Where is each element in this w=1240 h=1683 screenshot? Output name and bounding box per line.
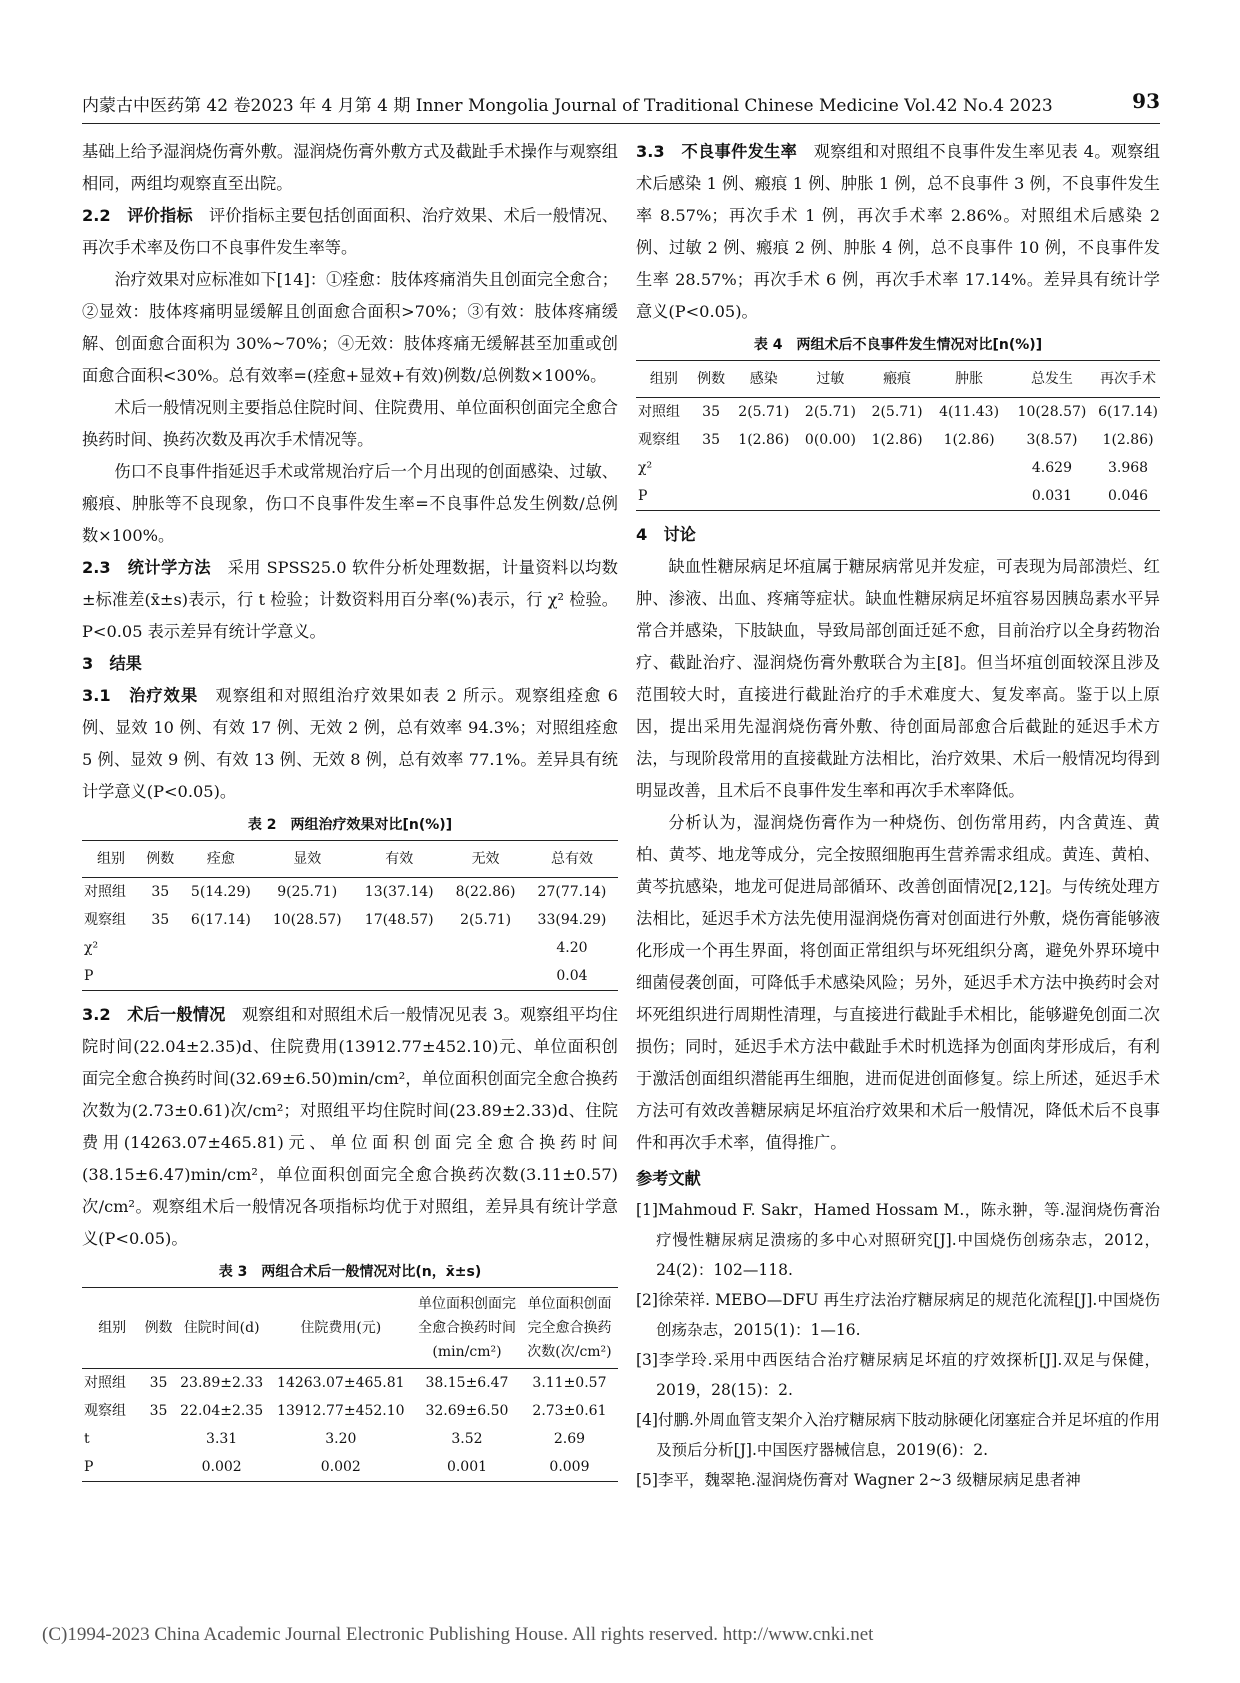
table-cell: χ²: [638, 460, 653, 476]
table-cell: 0.002: [269, 1453, 414, 1482]
table-cell: 0(0.00): [804, 432, 856, 448]
table-cell: 观察组: [638, 432, 680, 448]
table-4: [636, 360, 1160, 511]
table-cell: [353, 934, 445, 962]
table-cell: 5(14.29): [190, 884, 251, 900]
table-cell: 10(28.57): [1017, 404, 1087, 420]
section-3-title: 3 结果: [82, 654, 142, 673]
reference-item: [2]徐荣祥. MEBO—DFU 再生疗法治疗糖尿病足的规范化流程[J].中国烧伤创疡杂志，2015(1)：1—16.: [636, 1291, 1160, 1339]
table-cell: [797, 482, 864, 511]
references-title: 参考文献: [636, 1169, 701, 1188]
table-cell: [864, 482, 931, 511]
table-cell: 3.968: [1107, 460, 1149, 476]
section-2-2-title: 2.2 评价指标: [82, 206, 193, 225]
table-header: 总有效: [526, 841, 618, 878]
table-cell: 0.002: [175, 1453, 269, 1482]
section-3-2: [82, 999, 618, 1255]
section-3-3: [636, 136, 1160, 328]
section-2-3: [82, 552, 618, 648]
table-cell: [142, 1425, 174, 1453]
table-cell: 4.20: [556, 940, 588, 956]
section-2-2-text: 评价指标主要包括创面面积、治疗效果、术后一般情况、再次手术率及伤口不良事件发生率等。: [82, 206, 618, 257]
paragraph-adverse-events: 伤口不良事件指延迟手术或常规治疗后一个月出现的创面感染、过敏、瘢痕、肿胀等不良现象，伤口不良事件发生率=不良事件总发生例数/总例数×100%。: [82, 462, 618, 545]
table-cell: 对照组: [638, 404, 680, 420]
table-cell: 3(8.57): [1026, 432, 1078, 448]
table-cell: 3.52: [451, 1431, 483, 1447]
table-cell: P: [82, 962, 140, 991]
page-number: 93: [1132, 89, 1160, 113]
table-cell: 32.69±6.50: [425, 1403, 509, 1419]
table-cell: [261, 934, 353, 962]
table-row: [82, 1369, 618, 1398]
table-cell: 38.15±6.47: [425, 1375, 509, 1391]
table-cell: [797, 454, 864, 482]
reference-item: [3]李学玲.采用中西医结合治疗糖尿病足坏疽的疗效探析[J].双足与保健，2019，28(15)：2.: [636, 1351, 1160, 1399]
table-cell: [140, 962, 180, 991]
table-cell: 0.009: [521, 1453, 618, 1482]
section-2-2: [82, 200, 618, 264]
table-header: 例数: [142, 1288, 174, 1369]
journal-title: 内蒙古中医药第 42 卷2023 年 4 月第 4 期 Inner Mongolia Journal of Traditional Chinese Medicine Vol.42 No.4 2023: [82, 96, 1053, 116]
table-cell: 0.046: [1096, 482, 1160, 511]
table-cell: [930, 482, 1007, 511]
table-row: [82, 878, 618, 907]
table-cell: [353, 962, 445, 991]
table-header: 住院费用(元): [269, 1288, 414, 1369]
table-cell: 23.89±2.33: [180, 1375, 264, 1391]
table-3-caption: 表 3 两组合术后一般情况对比(n，x̄±s): [218, 1264, 482, 1280]
table-cell: 对照组: [84, 1375, 126, 1391]
table-cell: 0.04: [526, 962, 618, 991]
table-cell: 1(2.86): [738, 432, 790, 448]
table-header: 瘢痕: [864, 361, 931, 398]
table-row: [82, 1453, 618, 1482]
table-cell: [692, 482, 731, 511]
table-cell: [930, 454, 1007, 482]
table-cell: 3.20: [325, 1431, 357, 1447]
table-cell: 14263.07±465.81: [277, 1375, 405, 1391]
table-cell: 35: [149, 1375, 168, 1391]
table-cell: 35: [149, 1403, 168, 1419]
table-cell: 6(17.14): [190, 912, 251, 928]
table-cell: 9(25.71): [277, 884, 338, 900]
table-row: [636, 482, 1160, 511]
table-cell: P: [82, 1453, 142, 1482]
table-header: 例数: [692, 361, 731, 398]
reference-item: [1]Mahmoud F. Sakr，Hamed Hossam M.，陈永翀，等.湿润烧伤膏治疗慢性糖尿病足溃疡的多中心对照研究[J].中国烧伤创疡杂志，2012，24(2)：102—118.: [636, 1201, 1160, 1279]
table-cell: [181, 962, 262, 991]
discussion-paragraph-2: 分析认为，湿润烧伤膏作为一种烧伤、创伤常用药，内含黄连、黄柏、黄芩、地龙等成分，完全按照细胞再生营养需求组成。黄连、黄柏、黄芩抗感染，地龙可促进局部循环、改善创面情况[2,12]。与传统处理方法相比，延迟手术方法先使用湿润烧伤膏对创面进行外敷，烧伤膏能够液化形成一个再生界面，将创面正常组织与坏死组织分离，避免外界环境中细菌侵袭创面，可降低手术感染风险；另外，延迟手术方法中换药时会对坏死组织进行周期性清理，与直接进行截趾手术相比，能够避免创面二次损伤；同时，延迟手术方法中截趾手术时机选择为创面肉芽形成后，有利于激活创面组织潜能再生细胞，进而促进创面修复。综上所述，延迟手术方法可有效改善糖尿病足坏疽治疗效果和术后一般情况，降低术后不良事件和再次手术率，值得推广。: [636, 813, 1160, 1152]
table-cell: 27(77.14): [537, 884, 607, 900]
table-row: [82, 934, 618, 962]
table-cell: 2.73±0.61: [532, 1403, 607, 1419]
table-cell: 2(5.71): [460, 912, 512, 928]
references-list: [636, 1195, 1160, 1495]
running-header: [82, 85, 1160, 125]
table-cell: [730, 454, 797, 482]
table-row: [636, 398, 1160, 427]
table-cell: 4.629: [1031, 460, 1072, 476]
table-cell: 2(5.71): [738, 404, 790, 420]
table-header: 组别: [636, 361, 692, 398]
table-header: 肿胀: [930, 361, 1007, 398]
table-cell: 3.31: [206, 1431, 238, 1447]
table-header: 单位面积创面完全愈合换药次数(次/cm²): [521, 1288, 618, 1369]
table-row: [82, 962, 618, 991]
table-cell: 22.04±2.35: [180, 1403, 264, 1419]
section-2-3-text: 采用 SPSS25.0 软件分析处理数据，计量资料以均数±标准差(x̄±s)表示，行 t 检验；计数资料用百分率(%)表示，行 χ² 检验。P<0.05 表示差异有统计学意义。: [82, 558, 618, 641]
table-header: 再次手术: [1096, 361, 1160, 398]
discussion-paragraph-1: 缺血性糖尿病足坏疽属于糖尿病常见并发症，可表现为局部溃烂、红肿、渗液、出血、疼痛等症状。缺血性糖尿病足坏疽容易因胰岛素水平异常合并感染，下肢缺血，导致局部创面迁延不愈，目前治疗以全身药物治疗、截趾治疗、湿润烧伤膏外敷联合为主[8]。但当坏疽创面较深且涉及范围较大时，直接进行截趾治疗的手术难度大、复发率高。鉴于以上原因，提出采用先湿润烧伤膏外敷、待创面局部愈合后截趾的延迟手术方法，与现阶段常用的直接截趾方法相比，治疗效果、术后一般情况均得到明显改善，且术后不良事件发生率和再次手术率降低。: [636, 557, 1160, 800]
paragraph-general-condition: 术后一般情况则主要指总住院时间、住院费用、单位面积创面完全愈合换药时间、换药次数及再次手术情况等。: [82, 398, 618, 449]
section-3-1-text: 观察组和对照组治疗效果如表 2 所示。观察组痊愈 6 例、显效 10 例、有效 17 例、无效 2 例，总有效率 94.3%；对照组痊愈 5 例、显效 9 例、有效 13 例、无效 8 例，总有效率 77.1%。差异具有统计学意义(P<0.05)。: [82, 686, 618, 801]
table-header: 组别: [82, 1288, 142, 1369]
right-column: [636, 136, 1160, 1495]
section-3-3-title: 3.3 不良事件发生率: [636, 142, 798, 161]
table-cell: 8(22.86): [455, 884, 516, 900]
table-header: 组别: [82, 841, 140, 878]
table-row: [82, 1425, 618, 1453]
table-cell: [261, 962, 353, 991]
table-cell: 对照组: [84, 884, 126, 900]
table-cell: 2.69: [553, 1431, 586, 1447]
left-column: [82, 136, 618, 1490]
table-row: [82, 1397, 618, 1425]
table-cell: 35: [151, 912, 170, 928]
section-4-title: 4 讨论: [636, 525, 696, 544]
table-cell: 1(2.86): [943, 432, 995, 448]
table-header: 感染: [730, 361, 797, 398]
table-cell: [864, 454, 931, 482]
table-cell: 2(5.71): [871, 404, 923, 420]
table-header: 单位面积创面完全愈合换药时间(min/cm²): [413, 1288, 521, 1369]
table-header: 无效: [445, 841, 526, 878]
table-2: [82, 840, 618, 991]
table-row: [82, 906, 618, 934]
table-3: [82, 1287, 618, 1482]
table-cell: 17(48.57): [364, 912, 434, 928]
table-header: 总发生: [1008, 361, 1096, 398]
table-cell: 4(11.43): [939, 404, 1000, 420]
table-cell: 6(17.14): [1098, 404, 1158, 420]
section-3-3-text: 观察组和对照组不良事件发生率见表 4。观察组术后感染 1 例、瘢痕 1 例、肿胀 1 例，总不良事件 3 例，不良事件发生率 8.57%；再次手术 1 例，再次手术率 2.86%。对照组术后感染 2 例、过敏 2 例、瘢痕 2 例、肿胀 4 例，总不良事件 10 例，不良事件发生率 28.57%；再次手术 6 例，再次手术率 17.14%。差异具有统计学意义(P<0.05)。: [636, 142, 1160, 321]
table-cell: 33(94.29): [537, 912, 607, 928]
paragraph-control-group: 基础上给予湿润烧伤膏外敷。湿润烧伤膏外敷方式及截趾手术操作与观察组相同，两组均观察直至出院。: [82, 142, 618, 193]
table-cell: 观察组: [84, 912, 126, 928]
table-header: 过敏: [797, 361, 864, 398]
table-4-caption: 表 4 两组术后不良事件发生情况对比[n(%)]: [753, 337, 1043, 353]
paragraph-efficacy-criteria: 治疗效果对应标准如下[14]：①痊愈：肢体疼痛消失且创面完全愈合；②显效：肢体疼痛明显缓解且创面愈合面积>70%；③有效：肢体疼痛缓解、创面愈合面积为 30%~70%；④无效：肢体疼痛无缓解甚至加重或创面愈合面积<30%。总有效率=(痊愈+显效+有效)例数/总例数×100%。: [82, 270, 618, 385]
table-cell: 35: [151, 884, 170, 900]
table-cell: 13912.77±452.10: [277, 1403, 405, 1419]
reference-item: [5]李平，魏翠艳.湿润烧伤膏对 Wagner 2~3 级糖尿病足患者神: [636, 1471, 1081, 1489]
table-cell: 35: [702, 404, 720, 420]
table-cell: [730, 482, 797, 511]
table-cell: [140, 934, 180, 962]
table-header: 显效: [261, 841, 353, 878]
section-3-2-text: 观察组和对照组术后一般情况见表 3。观察组平均住院时间(22.04±2.35)d、住院费用(13912.77±452.10)元、单位面积创面完全愈合换药时间(32.69±6.50)min/cm²，单位面积创面完全愈合换药次数为(2.73±0.61)次/cm²；对照组平均住院时间(23.89±2.33)d、住院费用(14263.07±465.81)元、单位面积创面完全愈合换药时间(38.15±6.47)min/cm²，单位面积创面完全愈合换药次数(3.11±0.57)次/cm²。观察组术后一般情况各项指标均优于对照组，差异具有统计学意义(P<0.05)。: [82, 1005, 618, 1248]
table-cell: 2(5.71): [804, 404, 856, 420]
table-row: [636, 454, 1160, 482]
table-header: 例数: [140, 841, 180, 878]
table-cell: 0.001: [413, 1453, 521, 1482]
table-cell: [181, 934, 262, 962]
section-3-1-title: 3.1 治疗效果: [82, 686, 199, 705]
table-cell: 0.031: [1008, 482, 1096, 511]
header-rule: [82, 123, 1160, 124]
table-cell: χ²: [84, 940, 99, 956]
table-cell: 35: [702, 432, 720, 448]
table-cell: 10(28.57): [272, 912, 342, 928]
table-cell: [445, 962, 526, 991]
section-3-2-title: 3.2 术后一般情况: [82, 1005, 226, 1024]
table-cell: 1(2.86): [871, 432, 923, 448]
table-cell: 观察组: [84, 1403, 126, 1419]
table-cell: 3.11±0.57: [532, 1375, 607, 1391]
table-row: [636, 426, 1160, 454]
table-header: 痊愈: [181, 841, 262, 878]
copyright-footer: (C)1994-2023 China Academic Journal Electronic Publishing House. All rights reserved. http://www.cnki.net: [42, 1624, 874, 1645]
table-2-caption: 表 2 两组治疗效果对比[n(%)]: [247, 817, 453, 833]
table-header: 有效: [353, 841, 445, 878]
table-cell: [692, 454, 731, 482]
table-cell: [142, 1453, 174, 1482]
table-cell: P: [636, 482, 692, 511]
section-2-3-title: 2.3 统计学方法: [82, 558, 212, 577]
reference-item: [4]付鹏.外周血管支架介入治疗糖尿病下肢动脉硬化闭塞症合并足坏疽的作用及预后分析[J].中国医疗器械信息，2019(6)：2.: [636, 1411, 1160, 1459]
section-3-1: [82, 680, 618, 808]
table-cell: 13(37.14): [364, 884, 434, 900]
table-cell: [445, 934, 526, 962]
table-header: 住院时间(d): [175, 1288, 269, 1369]
table-cell: 1(2.86): [1102, 432, 1154, 448]
table-cell: t: [84, 1431, 90, 1447]
